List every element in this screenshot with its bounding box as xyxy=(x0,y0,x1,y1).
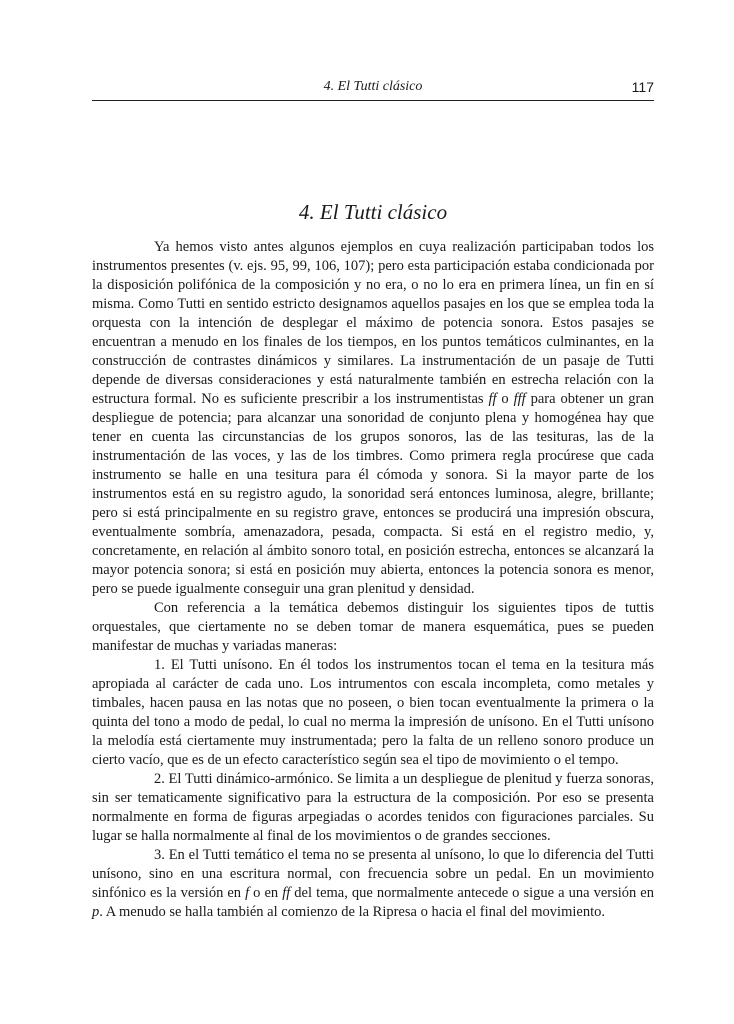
dynamic-marking: p xyxy=(92,904,100,920)
body-text xyxy=(92,238,654,922)
dynamic-marking: fff xyxy=(513,391,526,407)
text-run: para obtener un gran despliegue de potencia; para alcanzar una sonoridad de conjunto plena y homogénea hay que tener en cuenta las circunstancias de los grupos sonoros, las de las tesituras, las de la instrumentación de las voces, y las de los timbres. Como primera regla procúrese que cada instrumento se halle en una tesitura para él cómoda y sonora. Si la mayor parte de los instrumentos está en su registro agudo, la sonoridad será entonces luminosa, alegre, brillante; pero si está principalmente en su registro grave, entonces se producirá una impresión obscura, eventualmente sombría, amenazadora, pesada, compacta. Si está en el registro medio, y, concretamente, en relación al ámbito sonoro total, en posición estrecha, entonces se alcanzará la mayor potencia sonora; si está en posición muy abierta, entonces la potencia sonora es menor, pero se puede igualmente conseguir una gran plenitud y densidad. xyxy=(92,391,654,597)
text-run: Ya hemos visto antes algunos ejemplos en cuya realización participaban todos los instrumentos presentes (v. ejs. 95, 99, 106, 107); pero esta participación estaba condicionada por la disposición polifónica de la composición y no era, o no lo era en primera línea, un fin en sí misma. Como Tutti en sentido estricto designamos aquellos pasajes en los que se emplea toda la orquesta con la intención de desplegar el máximo de potencia sonora. Estos pasajes se encuentran a menudo en los finales de los tiempos, en los puntos temáticos culminantes, en la construcción de contrastes dinámicos y similares. La instrumentación de un pasaje de Tutti depende de diversas consideraciones y está naturalmente también en estrecha relación con la estructura formal. No es suficiente prescribir a los instrumentistas xyxy=(92,239,654,407)
running-header xyxy=(92,78,654,101)
text-run: 3. En el Tutti temático el tema no se presenta al unísono, lo que lo diferencia del Tutti unísono, sino en una escritura normal, con frecuencia sobre un pedal. En un movimiento sinfónico es la versión en xyxy=(92,847,654,901)
paragraph-types-intro: Con referencia a la temática debemos distinguir los siguientes tipos de tuttis orquestales, que ciertamente no se deben tomar de manera esquemática, pues se pueden manifestar de muchas y variadas maneras: xyxy=(92,600,654,654)
paragraph-intro xyxy=(92,238,654,599)
text-run: del tema, que normalmente antecede o sigue a una versión en xyxy=(290,885,654,901)
dynamic-marking: f xyxy=(245,885,250,901)
running-title: 4. El Tutti clásico xyxy=(323,79,423,94)
dynamic-marking: ff xyxy=(488,391,497,407)
paragraph-tutti-unisono: 1. El Tutti unísono. En él todos los instrumentos tocan el tema en la tesitura más apropiada al carácter de cada uno. Los intrumentos con escala incompleta, como metales y timbales, hacen pausa en las notas que no poseen, o bien tocan eventualmente la primera o la quinta del tono a modo de pedal, lo cual no merma la impresión de unísono. En el Tutti unísono la melodía está ciertamente muy instrumentada; pero la falta de un relleno sonoro produce un cierto vacío, que es de un efecto característico según sea el tipo de movimiento o el tempo. xyxy=(92,657,654,768)
text-run: o xyxy=(496,391,514,407)
dynamic-marking: ff xyxy=(282,885,291,901)
text-run: . A menudo se halla también al comienzo de la Ripresa o hacia el final del movimiento. xyxy=(99,904,605,920)
text-run: o en xyxy=(249,885,283,901)
paragraph-tutti-dinamico: 2. El Tutti dinámico-armónico. Se limita a un despliegue de plenitud y fuerza sonoras, sin ser tematicamente significativo para la estructura de la composición. Por eso se presenta normalmente en forma de figuras arpegiadas o acordes tenidos con figuraciones parciales. Su lugar se halla normalmente al final de los movimientos o de grandes secciones. xyxy=(92,771,654,844)
paragraph-tutti-tematico xyxy=(92,846,654,922)
page-number: 117 xyxy=(631,79,654,95)
chapter-title: 4. El Tutti clásico xyxy=(298,200,448,224)
